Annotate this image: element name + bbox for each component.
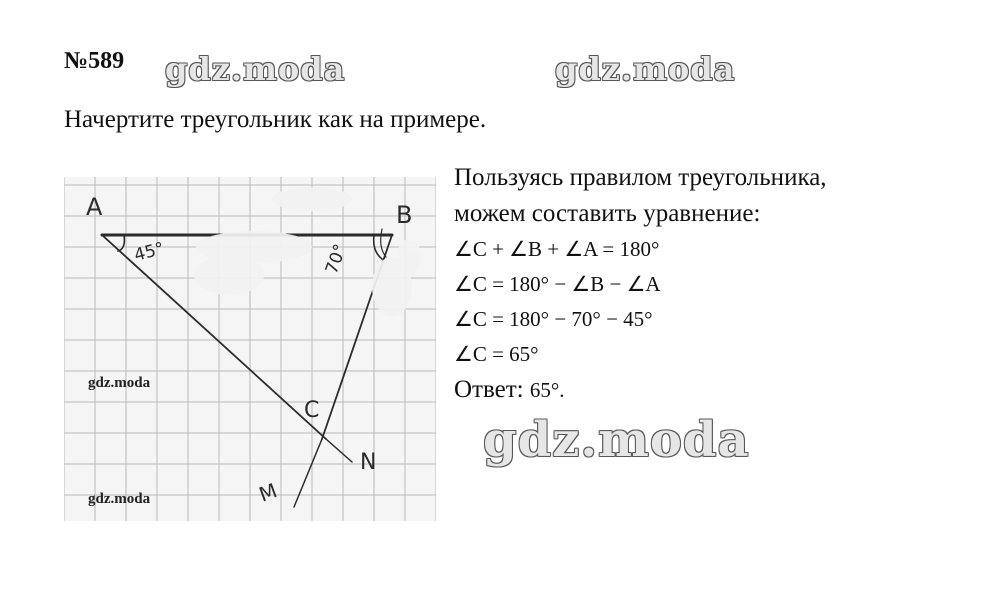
answer-value: 65°. bbox=[529, 378, 565, 402]
equation-2: ∠C = 180° − ∠B − ∠A bbox=[454, 272, 661, 296]
ray-label-n: N bbox=[360, 450, 377, 475]
problem-number: №589 bbox=[64, 48, 125, 74]
triangle-figure bbox=[64, 177, 436, 521]
watermark-bottom: gdz.moda bbox=[483, 412, 750, 468]
answer-label: Ответ: bbox=[454, 376, 524, 403]
figure-watermark-2: gdz.moda bbox=[88, 491, 151, 507]
ray-label-m: M bbox=[255, 478, 281, 507]
grid-drawing bbox=[64, 177, 436, 521]
solution-block bbox=[454, 160, 827, 408]
answer-line bbox=[454, 372, 827, 408]
equation-3: ∠C = 180° − 70° − 45° bbox=[454, 307, 653, 331]
solution-intro-line-2: можем составить уравнение: bbox=[454, 200, 761, 227]
vertex-label-a: A bbox=[86, 193, 103, 221]
vertex-label-b: B bbox=[396, 201, 413, 229]
task-text: Начертите треугольник как на примере. bbox=[64, 106, 487, 133]
solution-intro-line-1: Пользуясь правилом треугольника, bbox=[454, 164, 827, 191]
angle-label-a: 45° bbox=[132, 238, 167, 266]
watermark-top-right: gdz.moda bbox=[555, 50, 736, 88]
angle-label-b: 70° bbox=[321, 241, 352, 277]
equation-1: ∠C + ∠B + ∠A = 180° bbox=[454, 237, 660, 261]
equation-4: ∠C = 65° bbox=[454, 342, 539, 366]
vertex-label-c: C bbox=[304, 398, 320, 423]
watermark-top-left: gdz.moda bbox=[165, 50, 346, 88]
figure-watermark-1: gdz.moda bbox=[88, 375, 151, 391]
